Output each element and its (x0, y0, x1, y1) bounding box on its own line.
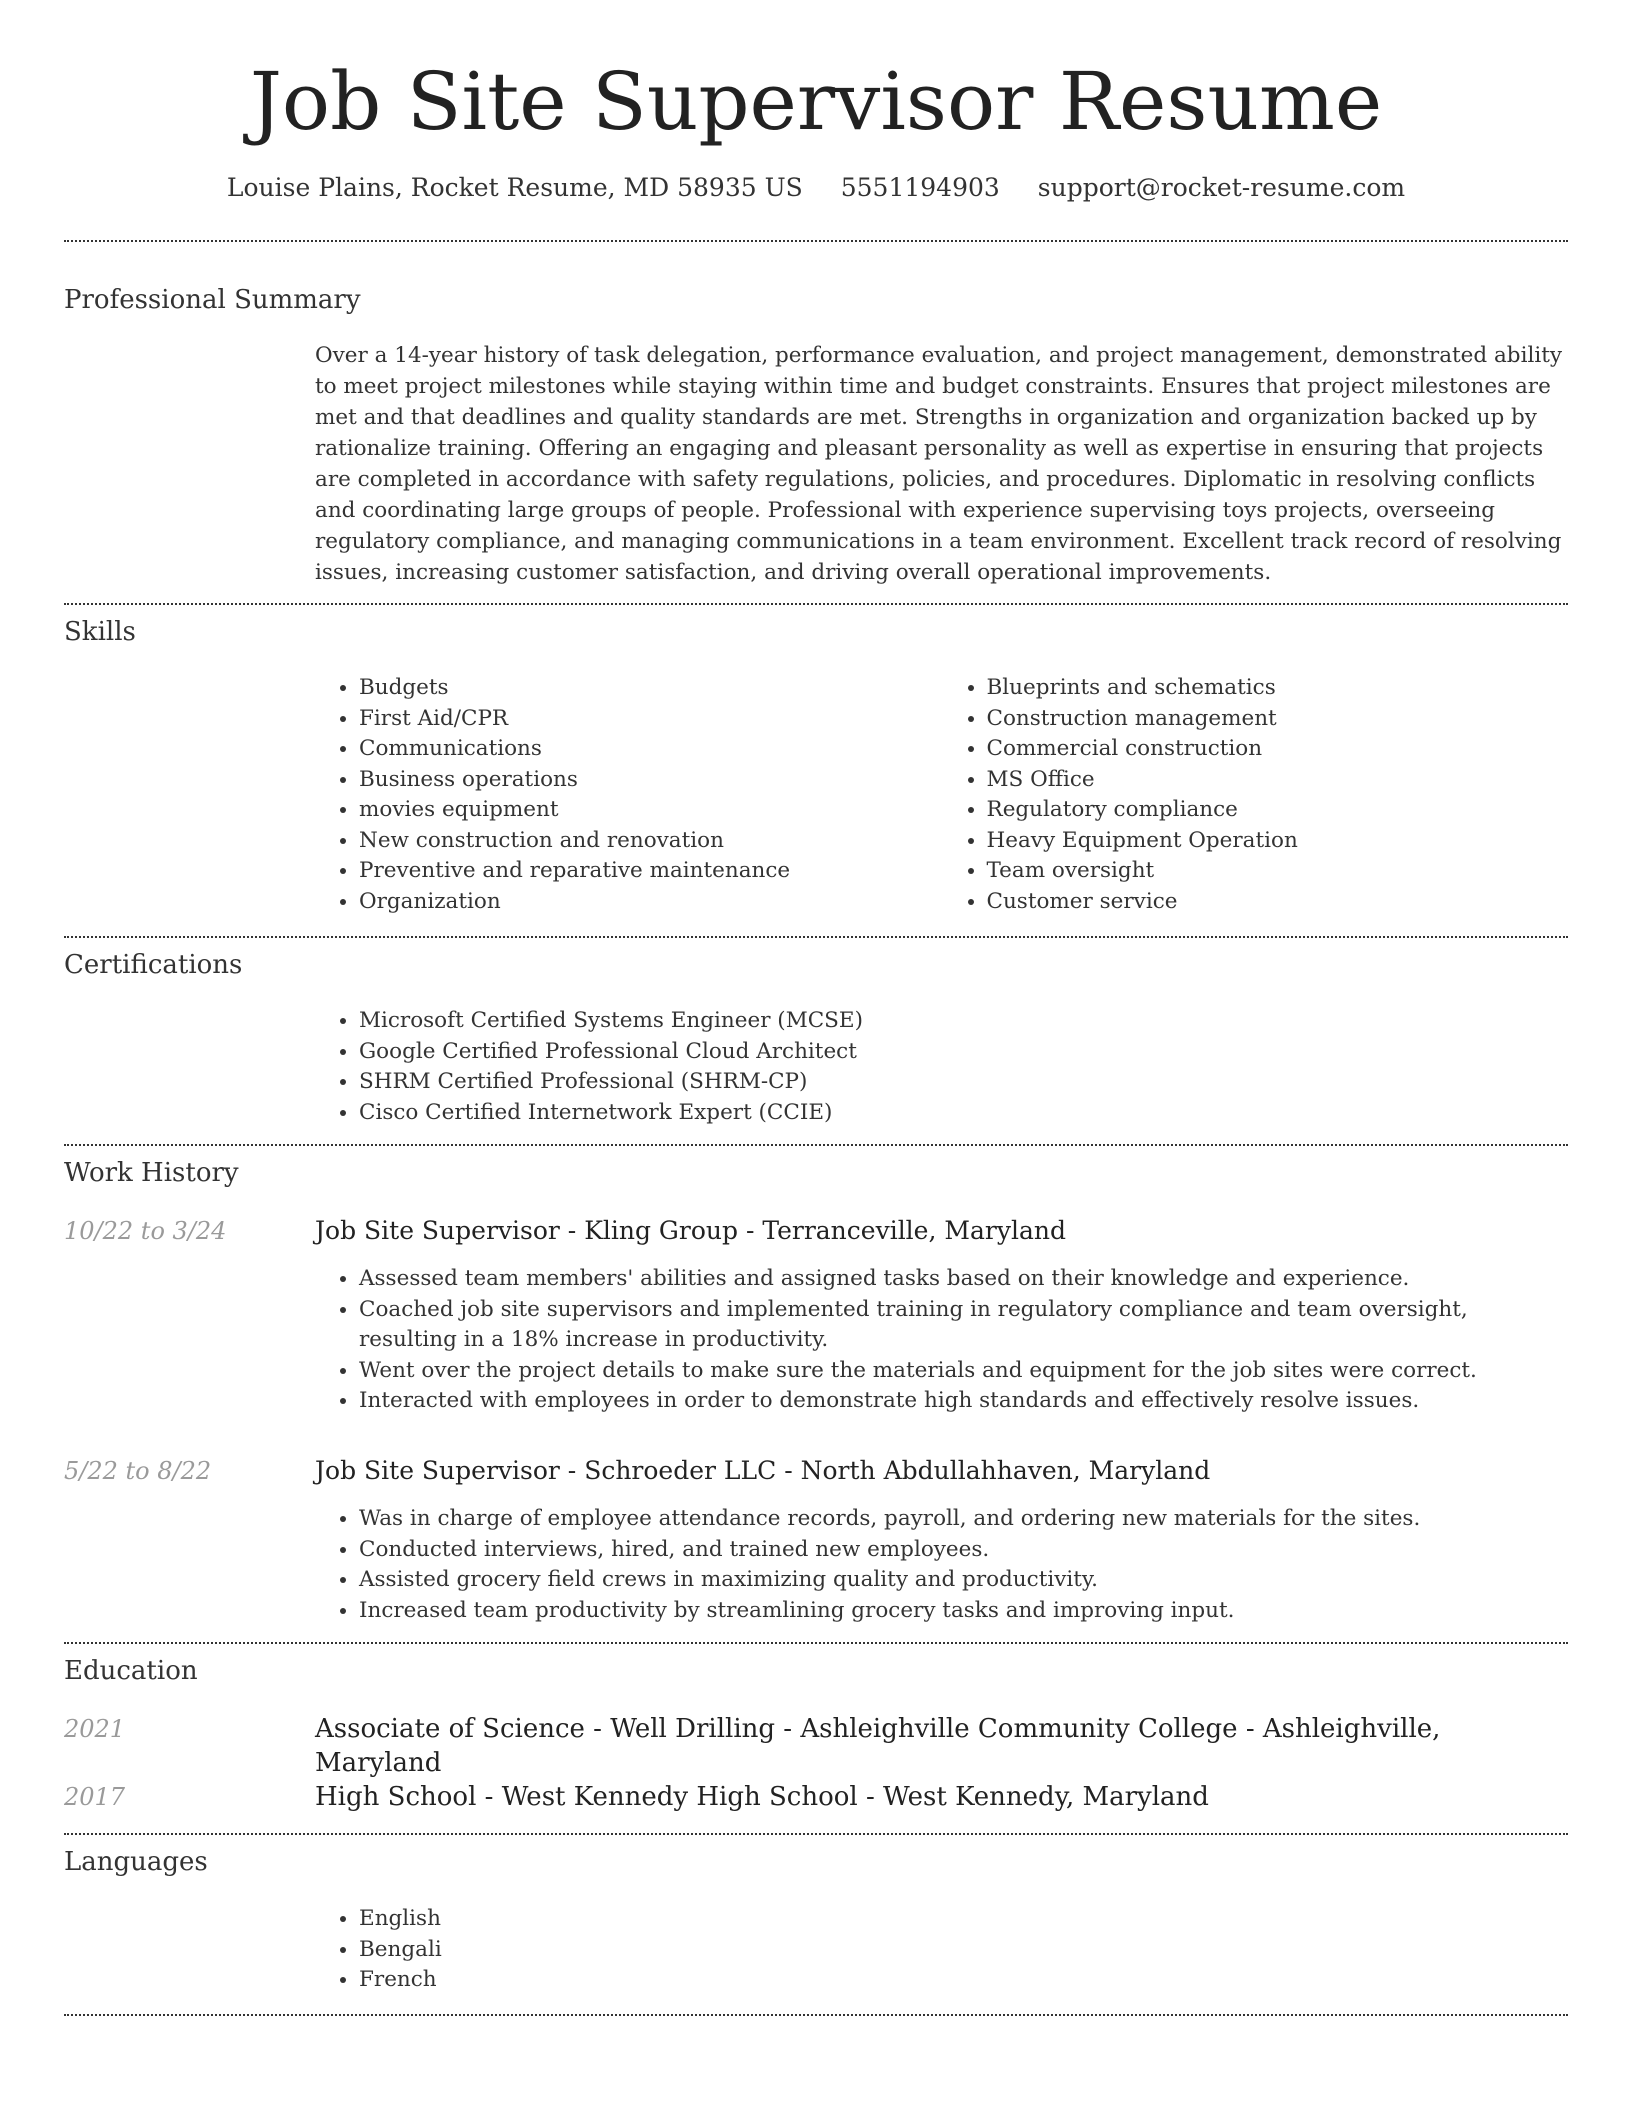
skill-item: • Regulatory compliance (987, 795, 1571, 826)
skill-item: • Business operations (359, 765, 943, 796)
skill-item: • Team oversight (987, 856, 1571, 887)
job-bullet: • Went over the project details to make sure the materials and equipment for the job sites were correct. (359, 1356, 1570, 1387)
skill-item: • First Aid/CPR (359, 704, 943, 735)
certification-item: • SHRM Certified Professional (SHRM-CP) (359, 1067, 1570, 1098)
contact-line (0, 168, 1632, 208)
certification-item: • Google Certified Professional Cloud Architect (359, 1037, 1570, 1068)
contact-phone: 5551194903 (840, 173, 1000, 202)
section-divider (64, 1642, 1568, 1644)
skills-heading: Skills (64, 617, 136, 647)
skill-item: • Commercial construction (987, 734, 1571, 765)
section-divider (64, 936, 1568, 938)
job-bullet: • Coached job site supervisors and implemented training in regulatory compliance and team oversight, resulting in a 18% increase in productivity. (359, 1295, 1570, 1356)
languages-heading: Languages (64, 1847, 208, 1877)
summary-text: Over a 14-year history of task delegation, performance evaluation, and project management, demonstrated ability to meet project milestones while staying within time and budget constraints. Ensures that project milestones are met and that deadlines and quality standards are met. Strengths in organization and organization backed up by rationalize training. Offering an engaging and pleasant personality as well as expertise in ensuring that projects are completed in accordance with safety regulations, policies, and procedures. Diplomatic in resolving conflicts and coordinating large groups of people. Professional with experience supervising toys projects, overseeing regulatory compliance, and managing communications in a team environment. Excellent track record of resolving issues, increasing customer satisfaction, and driving overall operational improvements. (315, 343, 1562, 585)
skills-list (315, 673, 1570, 917)
education-year: 2021 (64, 1715, 126, 1743)
language-item: • English (359, 1904, 1570, 1935)
skill-item: • Heavy Equipment Operation (987, 826, 1571, 857)
job-bullet: • Increased team productivity by streamlining grocery tasks and improving input. (359, 1596, 1570, 1627)
skill-item: • Organization (359, 887, 943, 918)
skill-item: • Blueprints and schematics (987, 673, 1571, 704)
skill-item: • Budgets (359, 673, 943, 704)
skill-item: • Communications (359, 734, 943, 765)
skill-item: • movies equipment (359, 795, 943, 826)
section-divider (64, 2014, 1568, 2016)
job-dates: 10/22 to 3/24 (64, 1217, 227, 1245)
skill-item: • Customer service (987, 887, 1571, 918)
education-entry: High School - West Kennedy High School - West Kennedy, Maryland (315, 1782, 1209, 1812)
languages-list (315, 1904, 1570, 1996)
certifications-list (315, 1006, 1570, 1128)
certification-item: • Cisco Certified Internetwork Expert (CCIE) (359, 1098, 1570, 1129)
job-bullet: • Conducted interviews, hired, and trained new employees. (359, 1535, 1570, 1566)
certifications-heading: Certifications (64, 950, 243, 980)
job-title: Job Site Supervisor - Schroeder LLC - North Abdullahhaven, Maryland (315, 1456, 1211, 1485)
skill-item: • MS Office (987, 765, 1571, 796)
education-year: 2017 (64, 1783, 126, 1811)
contact-email: support@rocket-resume.com (1037, 173, 1406, 202)
language-item: • French (359, 1965, 1570, 1996)
job-bullet: • Interacted with employees in order to demonstrate high standards and effectively resolve issues. (359, 1386, 1570, 1417)
job-bullet: • Assessed team members' abilities and assigned tasks based on their knowledge and experience. (359, 1264, 1570, 1295)
resume-title: Job Site Supervisor Resume (249, 55, 1383, 148)
section-divider (64, 240, 1568, 242)
language-item: • Bengali (359, 1935, 1570, 1966)
job-title: Job Site Supervisor - Kling Group - Terranceville, Maryland (315, 1216, 1066, 1245)
skills-column-left (315, 673, 943, 917)
job-bullets (315, 1264, 1570, 1417)
work-history-heading: Work History (64, 1158, 239, 1188)
contact-address: Louise Plains, Rocket Resume, MD 58935 US (226, 173, 803, 202)
skill-item: • New construction and renovation (359, 826, 943, 857)
section-divider (64, 1144, 1568, 1146)
summary-heading: Professional Summary (64, 285, 361, 315)
skills-column-right (943, 673, 1571, 917)
education-entry: Associate of Science - Well Drilling - Ashleighville Community College - Ashleighville, Maryland (315, 1714, 1441, 1778)
skill-item: • Preventive and reparative maintenance (359, 856, 943, 887)
skill-item: • Construction management (987, 704, 1571, 735)
job-dates: 5/22 to 8/22 (64, 1457, 212, 1485)
job-bullet: • Assisted grocery field crews in maximizing quality and productivity. (359, 1565, 1570, 1596)
education-heading: Education (64, 1656, 198, 1686)
job-bullet: • Was in charge of employee attendance records, payroll, and ordering new materials for the sites. (359, 1504, 1570, 1535)
section-divider (64, 603, 1568, 605)
section-divider (64, 1833, 1568, 1835)
job-bullets (315, 1504, 1570, 1626)
certification-item: • Microsoft Certified Systems Engineer (MCSE) (359, 1006, 1570, 1037)
